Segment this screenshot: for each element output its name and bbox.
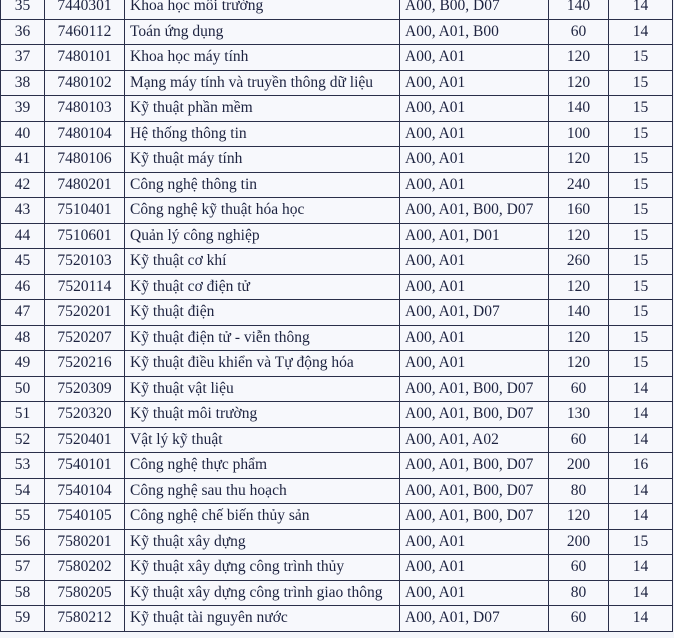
subject-combinations-cell: A00, A01, A02 <box>400 427 549 453</box>
row-number-cell: 55 <box>1 504 45 530</box>
enrollment-quota-cell: 120 <box>549 504 609 530</box>
row-number-cell: 43 <box>1 198 45 224</box>
row-number-cell: 53 <box>1 453 45 479</box>
row-number-cell: 48 <box>1 325 45 351</box>
major-code-cell: 7510401 <box>45 198 125 224</box>
minimum-score-cell: 16 <box>609 453 673 479</box>
major-name-cell: Kỹ thuật điện tử - viễn thông <box>125 325 400 351</box>
table-row <box>1 274 673 300</box>
major-name-cell: Mạng máy tính và truyền thông dữ liệu <box>125 70 400 96</box>
major-code-cell: 7460112 <box>45 19 125 45</box>
enrollment-quota-cell: 80 <box>549 478 609 504</box>
table-row <box>1 351 673 377</box>
row-number-cell: 57 <box>1 555 45 581</box>
major-name-cell: Quản lý công nghiệp <box>125 223 400 249</box>
minimum-score-cell: 15 <box>609 96 673 122</box>
table-row <box>1 478 673 504</box>
table-row <box>1 555 673 581</box>
enrollment-quota-cell: 120 <box>549 223 609 249</box>
enrollment-quota-cell: 60 <box>549 19 609 45</box>
minimum-score-cell: 15 <box>609 529 673 555</box>
major-name-cell: Kỹ thuật máy tính <box>125 147 400 173</box>
minimum-score-cell: 14 <box>609 19 673 45</box>
table-row <box>1 96 673 122</box>
major-code-cell: 7480106 <box>45 147 125 173</box>
subject-combinations-cell: A00, A01, B00, D07 <box>400 376 549 402</box>
enrollment-quota-cell: 120 <box>549 325 609 351</box>
major-name-cell: Kỹ thuật vật liệu <box>125 376 400 402</box>
subject-combinations-cell: A00, A01 <box>400 45 549 71</box>
minimum-score-cell: 15 <box>609 274 673 300</box>
subject-combinations-cell: A00, A01, B00, D07 <box>400 504 549 530</box>
major-name-cell: Kỹ thuật xây dựng công trình giao thông <box>125 580 400 606</box>
minimum-score-cell: 15 <box>609 198 673 224</box>
minimum-score-cell: 14 <box>609 376 673 402</box>
major-code-cell: 7520216 <box>45 351 125 377</box>
major-code-cell: 7540105 <box>45 504 125 530</box>
table-row <box>1 325 673 351</box>
major-name-cell: Kỹ thuật cơ điện tử <box>125 274 400 300</box>
subject-combinations-cell: A00, A01 <box>400 351 549 377</box>
table-row <box>1 147 673 173</box>
minimum-score-cell: 15 <box>609 172 673 198</box>
major-code-cell: 7480201 <box>45 172 125 198</box>
table-row <box>1 453 673 479</box>
minimum-score-cell: 14 <box>609 478 673 504</box>
row-number-cell: 56 <box>1 529 45 555</box>
minimum-score-cell: 15 <box>609 121 673 147</box>
minimum-score-cell: 14 <box>609 402 673 428</box>
row-number-cell: 41 <box>1 147 45 173</box>
major-name-cell: Kỹ thuật tài nguyên nước <box>125 606 400 632</box>
minimum-score-cell: 14 <box>609 427 673 453</box>
row-number-cell: 50 <box>1 376 45 402</box>
minimum-score-cell: 15 <box>609 249 673 275</box>
minimum-score-cell: 15 <box>609 325 673 351</box>
subject-combinations-cell: A00, A01 <box>400 325 549 351</box>
enrollment-quota-cell: 120 <box>549 274 609 300</box>
minimum-score-cell: 15 <box>609 70 673 96</box>
enrollment-quota-cell: 240 <box>549 172 609 198</box>
major-name-cell: Khoa học máy tính <box>125 45 400 71</box>
major-name-cell: Vật lý kỹ thuật <box>125 427 400 453</box>
subject-combinations-cell: A00, A01 <box>400 249 549 275</box>
major-name-cell: Công nghệ kỹ thuật hóa học <box>125 198 400 224</box>
minimum-score-cell: 15 <box>609 300 673 326</box>
subject-combinations-cell: A00, A01 <box>400 147 549 173</box>
enrollment-quota-cell: 140 <box>549 96 609 122</box>
subject-combinations-cell: A00, A01, B00, D07 <box>400 198 549 224</box>
major-name-cell: Công nghệ sau thu hoạch <box>125 478 400 504</box>
subject-combinations-cell: A00, A01 <box>400 580 549 606</box>
row-number-cell: 44 <box>1 223 45 249</box>
major-code-cell: 7520103 <box>45 249 125 275</box>
enrollment-quota-cell: 60 <box>549 555 609 581</box>
major-name-cell: Kỹ thuật điều khiển và Tự động hóa <box>125 351 400 377</box>
table-row <box>1 606 673 632</box>
subject-combinations-cell: A00, B00, D07 <box>400 0 549 19</box>
subject-combinations-cell: A00, A01, B00, D07 <box>400 402 549 428</box>
minimum-score-cell: 14 <box>609 504 673 530</box>
row-number-cell: 52 <box>1 427 45 453</box>
major-code-cell: 7540104 <box>45 478 125 504</box>
minimum-score-cell: 15 <box>609 147 673 173</box>
row-number-cell: 35 <box>1 0 45 19</box>
enrollment-quota-cell: 120 <box>549 147 609 173</box>
major-name-cell: Hệ thống thông tin <box>125 121 400 147</box>
minimum-score-cell: 14 <box>609 606 673 632</box>
enrollment-quota-cell: 120 <box>549 70 609 96</box>
major-name-cell: Kỹ thuật xây dựng công trình thủy <box>125 555 400 581</box>
enrollment-quota-cell: 200 <box>549 529 609 555</box>
table-row <box>1 402 673 428</box>
subject-combinations-cell: A00, A01, D07 <box>400 606 549 632</box>
major-code-cell: 7520320 <box>45 402 125 428</box>
subject-combinations-cell: A00, A01 <box>400 529 549 555</box>
minimum-score-cell: 14 <box>609 580 673 606</box>
major-code-cell: 7580205 <box>45 580 125 606</box>
table-row <box>1 198 673 224</box>
table-row <box>1 45 673 71</box>
major-name-cell: Công nghệ chế biến thủy sản <box>125 504 400 530</box>
major-name-cell: Kỹ thuật điện <box>125 300 400 326</box>
minimum-score-cell: 15 <box>609 351 673 377</box>
table-row <box>1 427 673 453</box>
table-row <box>1 172 673 198</box>
table-row <box>1 249 673 275</box>
major-code-cell: 7440301 <box>45 0 125 19</box>
subject-combinations-cell: A00, A01 <box>400 555 549 581</box>
row-number-cell: 42 <box>1 172 45 198</box>
enrollment-quota-cell: 80 <box>549 580 609 606</box>
subject-combinations-cell: A00, A01 <box>400 172 549 198</box>
row-number-cell: 46 <box>1 274 45 300</box>
row-number-cell: 58 <box>1 580 45 606</box>
row-number-cell: 54 <box>1 478 45 504</box>
subject-combinations-cell: A00, A01, B00 <box>400 19 549 45</box>
major-code-cell: 7520207 <box>45 325 125 351</box>
major-code-cell: 7520201 <box>45 300 125 326</box>
enrollment-quota-cell: 120 <box>549 351 609 377</box>
table-row <box>1 376 673 402</box>
major-name-cell: Kỹ thuật môi trường <box>125 402 400 428</box>
major-name-cell: Kỹ thuật phần mềm <box>125 96 400 122</box>
minimum-score-cell: 15 <box>609 223 673 249</box>
row-number-cell: 38 <box>1 70 45 96</box>
table-row <box>1 70 673 96</box>
major-code-cell: 7580202 <box>45 555 125 581</box>
enrollment-quota-cell: 140 <box>549 300 609 326</box>
row-number-cell: 36 <box>1 19 45 45</box>
enrollment-quota-cell: 200 <box>549 453 609 479</box>
enrollment-quota-cell: 60 <box>549 606 609 632</box>
major-name-cell: Kỹ thuật cơ khí <box>125 249 400 275</box>
major-code-cell: 7480101 <box>45 45 125 71</box>
minimum-score-cell: 15 <box>609 45 673 71</box>
table-row <box>1 529 673 555</box>
major-name-cell: Công nghệ thông tin <box>125 172 400 198</box>
row-number-cell: 40 <box>1 121 45 147</box>
enrollment-quota-cell: 130 <box>549 402 609 428</box>
subject-combinations-cell: A00, A01, B00, D07 <box>400 453 549 479</box>
enrollment-quota-cell: 120 <box>549 45 609 71</box>
major-code-cell: 7520401 <box>45 427 125 453</box>
subject-combinations-cell: A00, A01, D07 <box>400 300 549 326</box>
subject-combinations-cell: A00, A01 <box>400 274 549 300</box>
enrollment-quota-cell: 260 <box>549 249 609 275</box>
major-code-cell: 7480102 <box>45 70 125 96</box>
row-number-cell: 49 <box>1 351 45 377</box>
row-number-cell: 39 <box>1 96 45 122</box>
enrollment-quota-cell: 60 <box>549 376 609 402</box>
minimum-score-cell: 14 <box>609 555 673 581</box>
row-number-cell: 59 <box>1 606 45 632</box>
major-name-cell: Công nghệ thực phẩm <box>125 453 400 479</box>
major-code-cell: 7520309 <box>45 376 125 402</box>
admission-table-body <box>1 0 673 631</box>
row-number-cell: 51 <box>1 402 45 428</box>
enrollment-quota-cell: 140 <box>549 0 609 19</box>
table-row <box>1 19 673 45</box>
major-name-cell: Kỹ thuật xây dựng <box>125 529 400 555</box>
enrollment-quota-cell: 160 <box>549 198 609 224</box>
subject-combinations-cell: A00, A01 <box>400 70 549 96</box>
table-row <box>1 223 673 249</box>
enrollment-quota-cell: 60 <box>549 427 609 453</box>
major-name-cell: Khoa học môi trường <box>125 0 400 19</box>
major-code-cell: 7480103 <box>45 96 125 122</box>
subject-combinations-cell: A00, A01 <box>400 121 549 147</box>
major-code-cell: 7520114 <box>45 274 125 300</box>
table-row <box>1 300 673 326</box>
table-row <box>1 580 673 606</box>
row-number-cell: 37 <box>1 45 45 71</box>
table-row <box>1 0 673 19</box>
major-code-cell: 7580212 <box>45 606 125 632</box>
major-code-cell: 7580201 <box>45 529 125 555</box>
subject-combinations-cell: A00, A01, D01 <box>400 223 549 249</box>
subject-combinations-cell: A00, A01 <box>400 96 549 122</box>
row-number-cell: 47 <box>1 300 45 326</box>
minimum-score-cell: 14 <box>609 0 673 19</box>
major-name-cell: Toán ứng dụng <box>125 19 400 45</box>
table-row <box>1 121 673 147</box>
subject-combinations-cell: A00, A01, B00, D07 <box>400 478 549 504</box>
row-number-cell: 45 <box>1 249 45 275</box>
table-row <box>1 504 673 530</box>
enrollment-quota-cell: 100 <box>549 121 609 147</box>
major-code-cell: 7510601 <box>45 223 125 249</box>
major-code-cell: 7480104 <box>45 121 125 147</box>
major-code-cell: 7540101 <box>45 453 125 479</box>
